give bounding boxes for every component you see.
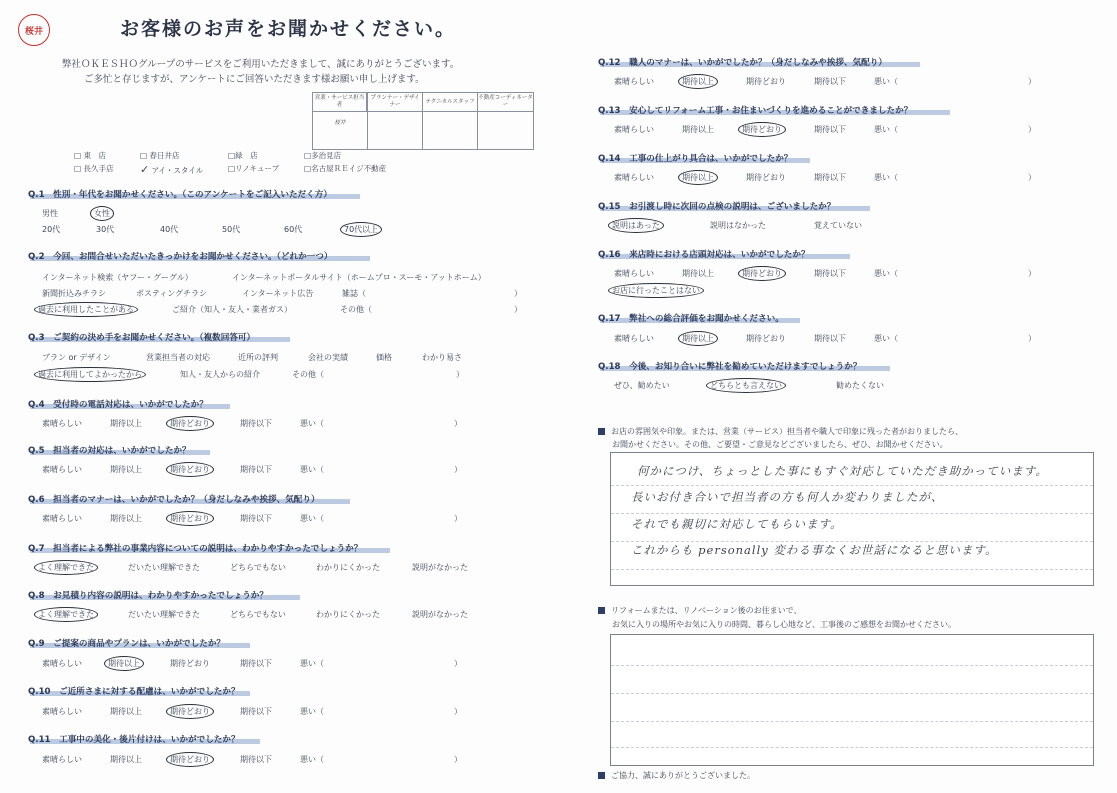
staff-col-realestate: 不動産コーディネーター — [478, 93, 533, 149]
q3-clarity[interactable]: わかり易さ — [422, 353, 462, 362]
q1-question: Q.1 性別・年代をお聞かせください。（このアンケートをご記入いただく方） — [28, 190, 332, 200]
q8-selected[interactable]: よく理解できた — [34, 607, 98, 622]
q2-posting[interactable]: ポスティングチラシ — [136, 289, 208, 298]
store-8[interactable]: □名古屋ＲＥイジ不動産 — [304, 164, 387, 173]
q3-plan[interactable]: プラン or デザイン — [42, 353, 111, 362]
staff-table — [312, 92, 534, 150]
q10-question: Q.10 ご近所さまに対する配慮は、いかがでしたか？ — [28, 687, 240, 697]
q5-selected[interactable]: 期待どおり — [166, 462, 214, 477]
staff-signature: 桜井 — [334, 120, 346, 126]
q8-question: Q.8 お見積り内容の説明は、わかりやすかったでしょうか？ — [28, 591, 268, 601]
q2-search[interactable]: インターネット検索（ヤフー・グーグル） — [42, 273, 193, 282]
q3-other[interactable]: その他（ — [292, 370, 324, 379]
q2-referral[interactable]: ご紹介（知人・友人・業者ガス） — [172, 305, 292, 314]
q12-question: Q.12 職人のマナーは、いかがでしたか？（身だしなみや挨拶、気配り） — [598, 58, 887, 68]
comment2-lead-2: お気に入りの場所やお気に入りの時間、暮らし心地など、工事後のご感想をお聞かせください。 — [612, 620, 956, 629]
q1-female-selected[interactable]: 女性 — [90, 206, 114, 221]
q3-referral[interactable]: 知人・友人からの紹介 — [180, 370, 260, 379]
check-mark: ✓ — [140, 163, 150, 176]
q14-selected[interactable]: 期待以上 — [678, 170, 718, 185]
q3-reputation[interactable]: 近所の評判 — [238, 353, 278, 362]
store-4[interactable]: □多治見店 — [304, 151, 342, 160]
q10-selected[interactable]: 期待どおり — [166, 704, 214, 719]
company-seal: 桜井 — [18, 14, 50, 46]
comment1-lead-1: お店の雰囲気や印象。または、営業（サービス）担当者や職人で印象に残った者がおりましたら、 — [598, 426, 963, 437]
q1-70s-selected[interactable]: 70代以上 — [340, 222, 382, 237]
q2-other[interactable]: その他（ — [340, 305, 372, 314]
q2-flyer[interactable]: 新聞折込みチラシ — [42, 289, 106, 298]
store-5[interactable]: □ 長久手店 — [74, 164, 114, 173]
intro-line-1: 弊社ＯＫＥＳＨＯグループのサービスをご利用いただきまして、誠にありがとうございます。 — [62, 59, 460, 70]
q1-20s[interactable]: 20代 — [42, 225, 61, 234]
q16-question: Q.16 来店時における店頭対応は、いかがでしたか？ — [598, 250, 810, 260]
q9-question: Q.9 ご提案の商品やプランは、いかがでしたか？ — [28, 639, 226, 649]
q2-netad[interactable]: インターネット広告 — [242, 289, 314, 298]
q9-selected[interactable]: 期待以上 — [104, 656, 144, 671]
comment1-line-2: 長いお付き合いで担当者の方も何人か変わりましたが、 — [631, 490, 944, 504]
q2-question: Q.2 今回、お問合せいただいたきっかけをお聞かせください。（どれか一つ） — [28, 252, 333, 262]
store-7[interactable]: □リノキューブ — [228, 164, 280, 173]
page-title: お客様のお声をお聞かせください。 — [120, 18, 457, 40]
q11-selected[interactable]: 期待どおり — [166, 752, 214, 767]
q12-selected[interactable]: 期待以上 — [678, 74, 718, 89]
store-6[interactable]: ✓ アイ・スタイル — [140, 163, 204, 176]
q17-question: Q.17 弊社への総合評価をお聞かせください。 — [598, 314, 784, 324]
comment1-line-1: 何かにつけ、ちょっとした事にもすぐ対応していただき助かっています。 — [637, 464, 1048, 478]
q7-selected[interactable]: よく理解できた — [34, 560, 98, 575]
q13-selected[interactable]: 期待どおり — [738, 122, 786, 137]
q17-selected[interactable]: 期待以上 — [678, 331, 718, 346]
q2-magazine[interactable]: 雑誌（ — [342, 289, 366, 298]
q18-selected[interactable]: どちらとも言えない — [706, 378, 786, 393]
q11-question: Q.11 工事中の美化・後片付けは、いかがでしたか？ — [28, 735, 240, 745]
q3-sales[interactable]: 営業担当者の対応 — [146, 353, 210, 362]
q3-past-good-selected[interactable]: 過去に利用してよかったから — [34, 367, 146, 382]
q1-60s[interactable]: 60代 — [284, 225, 303, 234]
store-2[interactable]: □ 春日井店 — [140, 151, 180, 160]
q4-selected[interactable]: 期待どおり — [166, 416, 214, 431]
q1-male[interactable]: 男性 — [42, 209, 58, 218]
comment1-box[interactable] — [610, 452, 1094, 586]
q7-question: Q.7 担当者による弊社の事業内容についての説明は、わかりやすかったでしょうか？ — [28, 544, 363, 554]
q4-question: Q.4 受付時の電話対応は、いかがでしたか？ — [28, 400, 208, 410]
q18-question: Q.18 今後、お知り合いに弊社を勧めていただけますでしょうか？ — [598, 362, 862, 372]
q15-selected[interactable]: 説明はあった — [608, 218, 664, 233]
footer-thanks: ご協力、誠にありがとうございました。 — [598, 770, 755, 781]
q3-price[interactable]: 価格 — [376, 353, 392, 362]
staff-col-sales: 営業・サービス担当者 桜井 — [313, 93, 368, 149]
q16-never-visited[interactable]: お店に行ったことはない — [608, 283, 704, 298]
q6-selected[interactable]: 期待どおり — [166, 511, 214, 526]
q16-selected[interactable]: 期待どおり — [738, 266, 786, 281]
comment2-box[interactable] — [610, 634, 1094, 766]
q1-30s[interactable]: 30代 — [96, 225, 115, 234]
q15-question: Q.15 お引渡し時に次回の点検の説明は、ございましたか？ — [598, 202, 836, 212]
comment2-lead-1: リフォームまたは、リノベーション後のお住まいで、 — [598, 605, 801, 616]
q3-record[interactable]: 会社の実績 — [308, 353, 348, 362]
comment1-line-4: これからも personally 変わる事なくお世話になると思います。 — [631, 543, 998, 557]
staff-col-technical: テクニカルスタッフ — [423, 93, 478, 149]
q3-question: Q.3 ご契約の決め手をお聞かせください。（複数回答可） — [28, 333, 256, 343]
comment1-lead-2: お聞かせください。その他、ご要望・ご意見などございましたら、ぜひ、お聞かせください。 — [612, 440, 948, 449]
staff-col-planner: プランナー・デザイナー — [368, 93, 423, 149]
q5-question: Q.5 担当者の対応は、いかがでしたか？ — [28, 446, 191, 456]
q6-question: Q.6 担当者のマナーは、いかがでしたか？（身だしなみや挨拶、気配り） — [28, 495, 320, 505]
comment1-line-3: それでも親切に対応してもらいます。 — [631, 517, 843, 531]
store-1[interactable]: □ 東 店 — [74, 151, 106, 160]
q2-portal[interactable]: インターネットポータルサイト（ホームプロ・スーモ・アットホーム） — [232, 273, 486, 282]
q2-past-use-selected[interactable]: 過去に利用したことがある — [34, 302, 138, 317]
store-3[interactable]: □緑 店 — [228, 151, 258, 160]
q1-50s[interactable]: 50代 — [222, 225, 241, 234]
intro-line-2: ご多忙と存じますが、アンケートにご回答いただきます様お願い申し上げます。 — [84, 74, 425, 85]
q13-question: Q.13 安心してリフォーム工事・お住まいづくりを進めることができましたか？ — [598, 106, 913, 116]
q14-question: Q.14 工事の仕上がり具合は、いかがでしたか？ — [598, 154, 793, 164]
q1-40s[interactable]: 40代 — [160, 225, 179, 234]
